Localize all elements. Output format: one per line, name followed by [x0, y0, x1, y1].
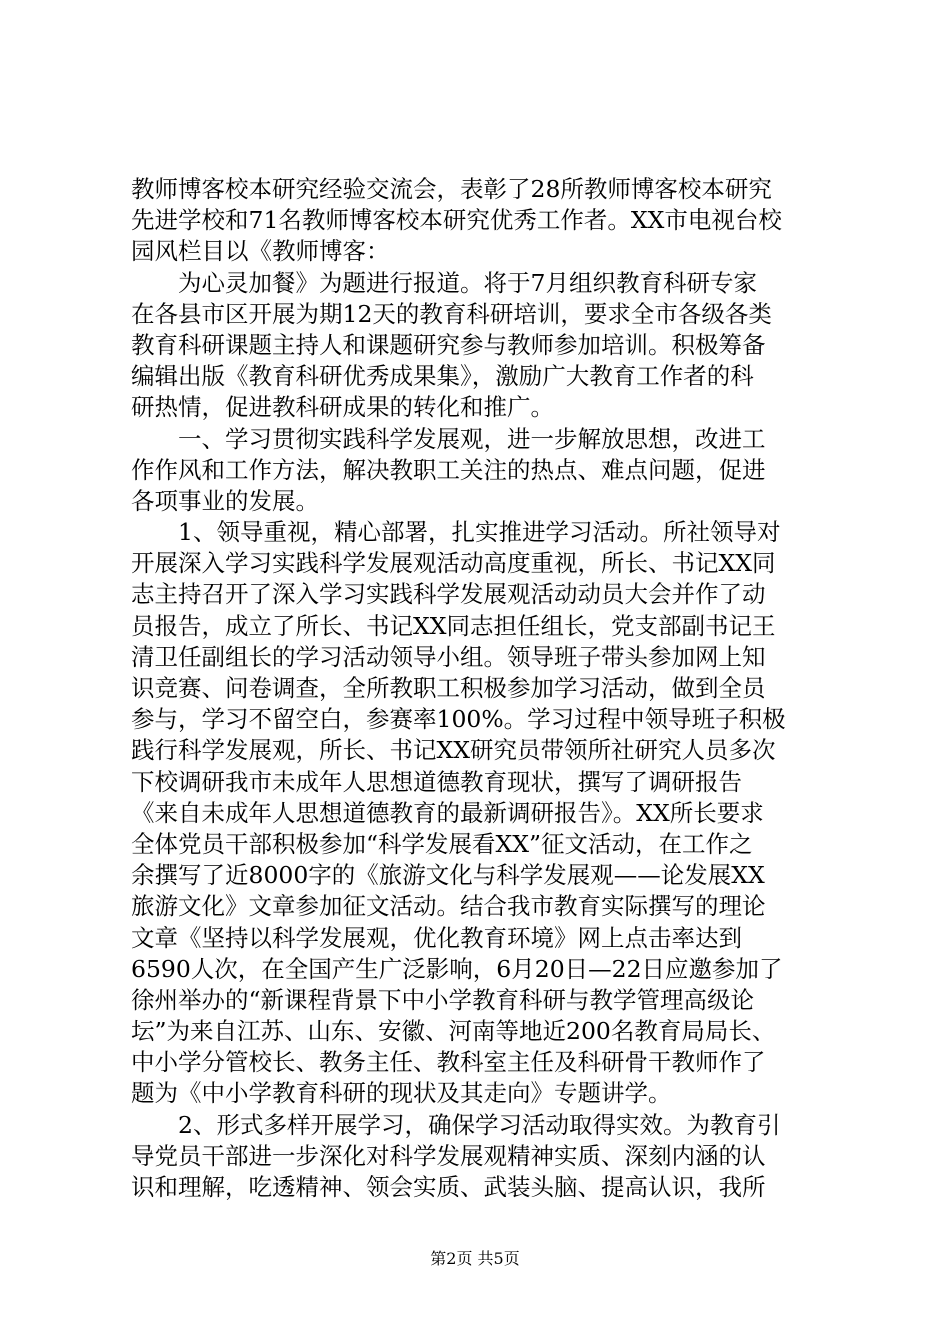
text-line: 员报告，成立了所长、书记XX同志担任组长，党支部副书记王 — [131, 611, 776, 640]
text-line: 2、形式多样开展学习，确保学习活动取得实效。为教育引 — [131, 1110, 781, 1139]
text-line: 识竞赛、问卷调查，全所教职工积极参加学习活动，做到全员 — [131, 674, 766, 702]
text-line: 开展深入学习实践科学发展观活动高度重视，所长、书记XX同 — [131, 549, 776, 578]
text-line: 教师博客校本研究经验交流会，表彰了28所教师博客校本研究 — [131, 175, 772, 203]
text-line: 1、领导重视，精心部署，扎实推进学习活动。所社领导对 — [131, 518, 781, 547]
text-line: 作作风和工作方法，解决教职工关注的热点、难点问题，促进 — [131, 455, 766, 484]
body-text — [131, 174, 841, 1203]
text-line: 文章《坚持以科学发展观，优化教育环境》网上点击率达到 — [131, 923, 742, 952]
text-line: 下校调研我市未成年人思想道德教育现状，撰写了调研报告 — [131, 767, 742, 796]
text-line: 徐州举办的“新课程背景下中小学教育科研与教学管理高级论 — [131, 985, 755, 1014]
text-line: 在各县市区开展为期12天的教育科研培训，要求全市各级各类 — [131, 299, 772, 328]
text-line: 题为《中小学教育科研的现状及其走向》专题讲学。 — [131, 1079, 672, 1108]
text-line: 践行科学发展观，所长、书记XX研究员带领所社研究人员多次 — [131, 736, 776, 765]
text-line: 识和理解，吃透精神、领会实质、武装头脑、提高认识，我所 — [131, 1173, 766, 1201]
text-line: 导党员干部进一步深化对科学发展观精神实质、深刻内涵的认 — [131, 1141, 766, 1170]
text-line: 旅游文化》文章参加征文活动。结合我市教育实际撰写的理论 — [131, 892, 766, 921]
text-line: 教育科研课题主持人和课题研究参与教师参加培训。积极筹备 — [131, 330, 766, 359]
text-line: 清卫任副组长的学习活动领导小组。领导班子带头参加网上知 — [131, 642, 766, 671]
text-line: 余撰写了近8000字的《旅游文化与科学发展观——论发展XX — [131, 861, 765, 890]
text-line: 研热情，促进教科研成果的转化和推广。 — [131, 393, 554, 422]
text-line: 编辑出版《教育科研优秀成果集》，激励广大教育工作者的科 — [131, 362, 754, 391]
text-line: 一、学习贯彻实践科学发展观，进一步解放思想，改进工 — [131, 424, 766, 453]
text-line: 《来自未成年人思想道德教育的最新调研报告》。XX所长要求 — [131, 798, 764, 827]
text-line: 园风栏目以《教师博客： — [131, 237, 390, 266]
text-line: 全体党员干部积极参加“科学发展看XX”征文活动，在工作之 — [131, 829, 753, 858]
text-line: 中小学分管校长、教务主任、教科室主任及科研骨干教师作了 — [131, 1048, 766, 1077]
text-line: 各项事业的发展。 — [131, 486, 319, 515]
text-line: 坛”为来自江苏、山东、安徽、河南等地近200名教育局局长、 — [131, 1017, 776, 1046]
text-line: 志主持召开了深入学习实践科学发展观活动动员大会并作了动 — [131, 580, 766, 609]
text-line: 6590人次，在全国产生广泛影响，6月20日—22日应邀参加了 — [131, 954, 783, 983]
text-line: 先进学校和71名教师博客校本研究优秀工作者。XX市电视台校 — [131, 206, 782, 235]
text-line: 为心灵加餐》为题进行报道。将于7月组织教育科研专家 — [131, 268, 757, 297]
text-line: 参与，学习不留空白，参赛率100%。学习过程中领导班子积极 — [131, 705, 786, 734]
page-footer: 第2页 共5页 — [430, 1249, 520, 1268]
